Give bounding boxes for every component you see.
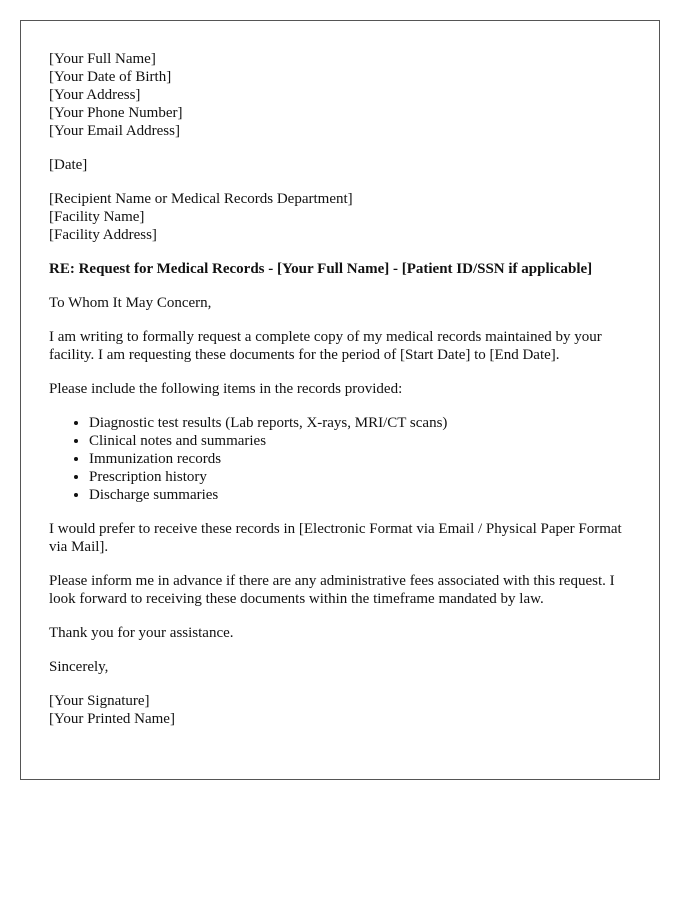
- list-item: • Clinical notes and summaries: [89, 432, 631, 450]
- sender-dob: [Your Date of Birth]: [49, 69, 172, 85]
- sender-address: [Your Address]: [49, 87, 141, 103]
- list-item: • Immunization records: [89, 450, 631, 468]
- intro-paragraph: I am writing to formally request a complete copy of my medical records maintained by your facility. I am requesting these documents for the period of [Start Date] to [End Date].: [49, 329, 602, 363]
- records-list: [49, 414, 631, 504]
- letter-frame: [20, 20, 660, 780]
- sender-email: [Your Email Address]: [49, 123, 180, 139]
- sender-phone: [Your Phone Number]: [49, 105, 183, 121]
- printed-name-line: [Your Printed Name]: [49, 711, 175, 727]
- recipient-name: [Recipient Name or Medical Records Department]: [49, 191, 353, 207]
- list-item: • Diagnostic test results (Lab reports, X-rays, MRI/CT scans): [89, 414, 631, 432]
- signature-line: [Your Signature]: [49, 693, 150, 709]
- date-block: [49, 156, 631, 174]
- salutation: To Whom It May Concern,: [49, 295, 212, 311]
- subject-line: RE: Request for Medical Records - [Your Full Name] - [Patient ID/SSN if applicable]: [49, 261, 593, 277]
- list-item: • Prescription history: [89, 468, 631, 486]
- sender-name: [Your Full Name]: [49, 51, 156, 67]
- list-item: • Discharge summaries: [89, 486, 631, 504]
- facility-name: [Facility Name]: [49, 209, 145, 225]
- sender-block: [49, 50, 631, 140]
- list-intro-paragraph: Please include the following items in the records provided:: [49, 381, 403, 397]
- thanks-paragraph: Thank you for your assistance.: [49, 625, 234, 641]
- recipient-block: [49, 190, 631, 244]
- signature-block: [49, 692, 631, 728]
- facility-address: [Facility Address]: [49, 227, 157, 243]
- closing: Sincerely,: [49, 659, 109, 675]
- format-preference-paragraph: I would prefer to receive these records in [Electronic Format via Email / Physical Paper Format via Mail].: [49, 521, 622, 555]
- letter-date: [Date]: [49, 157, 88, 173]
- fees-paragraph: Please inform me in advance if there are any administrative fees associated with this request. I look forward to receiving these documents within the timeframe mandated by law.: [49, 573, 615, 607]
